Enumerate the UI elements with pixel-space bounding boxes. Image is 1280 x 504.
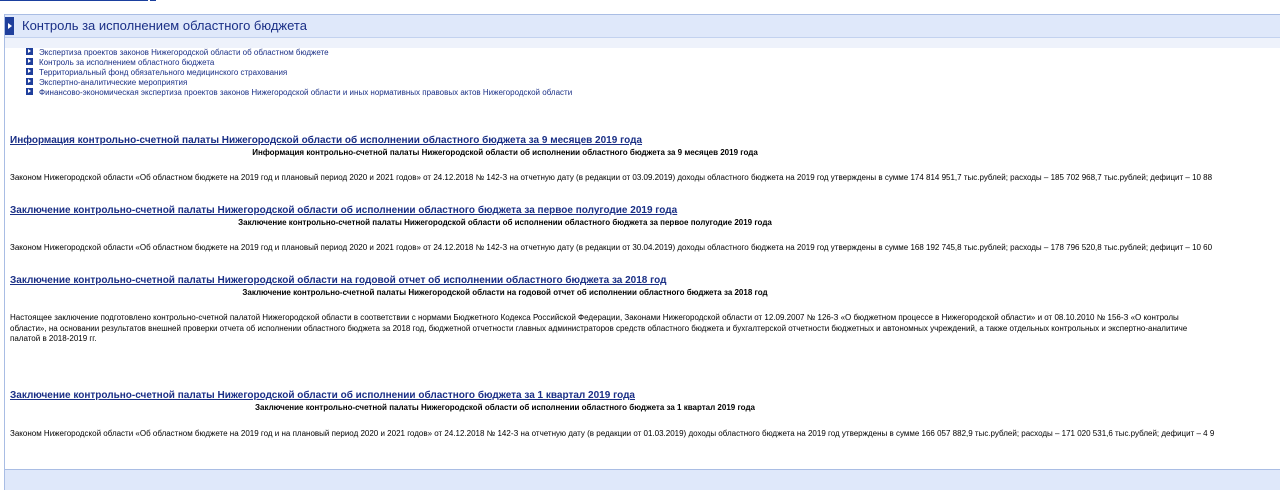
article-text-line: Законом Нижегородской области «Об областном бюджете на 2019 год и плановый период 2020 и 2021 годов» от 24.12.2018 № 142-З на отчетную дату (в редакции от 30.04.2019) доходы областного бюджета на 2019 год утверждены в сумме 168 192 745,8 тыс.рублей; расходы – 178 796 520,8 тыс.рублей; дефицит – 10 60 <box>10 243 1213 252</box>
article-subtitle: Заключение контрольно-счетной палаты Нижегородской области об исполнении областного бюджета за 1 квартал 2019 года <box>255 403 755 412</box>
menu-item-medical-fund[interactable] <box>26 68 572 78</box>
article-text-line: области», на основании результатов внешней проверки отчета об исполнении областного бюджета за 2018 год, бюджетной отчетности главных администраторов средств областного бюджета и бухгалтерской отчетности бюджетных и автономных учреждений, а также отдельных контрольных и экспертно-аналитиче <box>10 323 1188 333</box>
bullet-arrow-icon <box>26 78 33 85</box>
article-title-link[interactable]: Заключение контрольно-счетной палаты Нижегородской области об исполнении областного бюджета за первое полугодие 2019 года <box>10 205 678 216</box>
page-title: Контроль за исполнением областного бюджета <box>22 18 307 33</box>
article-text-line: Законом Нижегородской области «Об областном бюджете на 2019 год и плановый период 2020 и 2021 годов» от 24.12.2018 № 142-З на отчетную дату (в редакции от 03.09.2019) доходы областного бюджета на 2019 год утверждены в сумме 174 814 951,7 тыс.рублей; расходы – 185 702 968,7 тыс.рублей; дефицит – 10 88 <box>10 173 1213 182</box>
article-text-line: Настоящее заключение подготовлено контрольно-счетной палатой Нижегородской области в соответствии с нормами Бюджетного Кодекса Российской Федерации, Законами Нижегородской области от 12.09.2007 № 126-З «О бюджетном процессе в Нижегородской области» и от 08.10.2010 № 156-З «О контролы <box>10 313 1179 322</box>
menu-item-label[interactable]: Финансово-экономическая экспертиза проектов законов Нижегородской области и иных нормативных правовых актов Нижегородской области <box>39 88 573 97</box>
article-half-year <box>10 200 1213 252</box>
menu-item-financial-expertise[interactable] <box>26 88 572 98</box>
article-subtitle: Заключение контрольно-счетной палаты Нижегородской области об исполнении областного бюджета за первое полугодие 2019 года <box>238 218 772 227</box>
bullet-arrow-icon <box>26 88 33 95</box>
section-header <box>5 15 1280 38</box>
article-9-months <box>10 130 1213 182</box>
article-text-line: палатой в 2018-2019 гг. <box>10 334 97 343</box>
article-title-link[interactable]: Заключение контрольно-счетной палаты Нижегородской области об исполнении областного бюджета за 1 квартал 2019 года <box>10 390 635 401</box>
bullet-arrow-icon <box>26 58 33 65</box>
article-title-link[interactable]: Информация контрольно-счетной палаты Нижегородской области об исполнении областного бюджета за 9 месяцев 2019 года <box>10 135 643 146</box>
menu-item-label[interactable]: Контроль за исполнением областного бюджета <box>39 58 215 67</box>
article-q1 <box>10 385 1215 438</box>
top-link-fragment[interactable] <box>0 0 160 2</box>
menu-item-label[interactable]: Экспертно-аналитические мероприятия <box>39 78 188 87</box>
article-subtitle: Заключение контрольно-счетной палаты Нижегородской области на годовой отчет об исполнении областного бюджета за 2018 год <box>242 288 768 297</box>
article-annual-2018 <box>10 270 1188 343</box>
section-menu <box>26 48 572 98</box>
menu-item-expertise[interactable] <box>26 48 572 58</box>
article-subtitle: Информация контрольно-счетной палаты Нижегородской области об исполнении областного бюджета за 9 месяцев 2019 года <box>252 148 758 157</box>
header-subbar <box>5 38 1280 48</box>
article-text-line: Законом Нижегородской области «Об областном бюджете на 2019 год и на плановый период 2020 и 2021 годов» от 24.12.2018 № 142-З на отчетную дату (в редакции от 01.03.2019) доходы областного бюджета на 2019 год утверждены в сумме 166 057 882,9 тыс.рублей; расходы – 171 020 531,6 тыс.рублей; дефицит – 4 9 <box>10 429 1215 438</box>
bullet-arrow-icon <box>26 68 33 75</box>
header-arrow-icon <box>5 17 14 35</box>
article-title-link[interactable]: Заключение контрольно-счетной палаты Нижегородской области на годовой отчет об исполнении областного бюджета за 2018 год <box>10 275 667 286</box>
menu-item-label[interactable]: Территориальный фонд обязательного медицинского страхования <box>39 68 288 77</box>
menu-item-analytics[interactable] <box>26 78 572 88</box>
footer-bar <box>4 470 1280 490</box>
bullet-arrow-icon <box>26 48 33 55</box>
menu-item-label[interactable]: Экспертиза проектов законов Нижегородской области об областном бюджете <box>39 48 329 57</box>
menu-item-budget-control[interactable] <box>26 58 572 68</box>
